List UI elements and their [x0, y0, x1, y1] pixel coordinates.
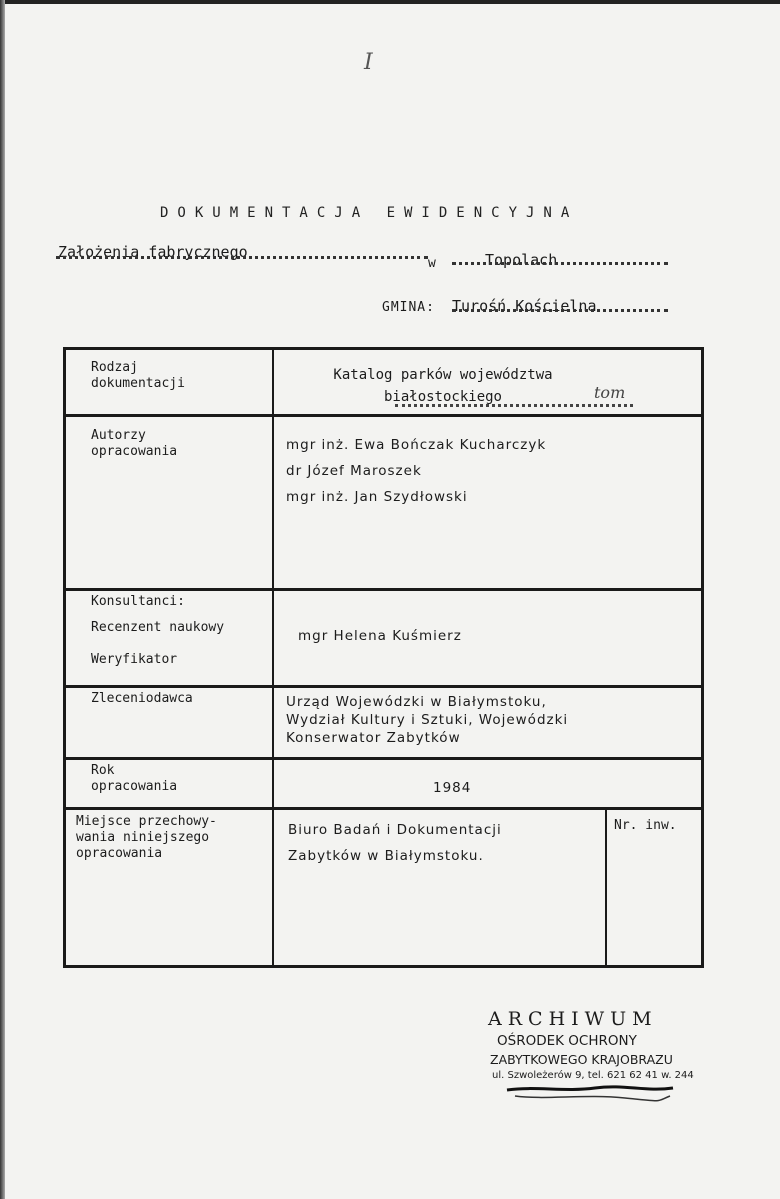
label-miejsce: Miejsce przechowy- wania niniejszego opracowania: [76, 814, 217, 861]
row-divider: [66, 414, 701, 417]
row-divider: [66, 807, 701, 810]
page-left-edge: [0, 0, 5, 1199]
stamp-line-3: ZABYTKOWEGO KRAJOBRAZU: [490, 1052, 673, 1067]
place-text: Topolach: [485, 251, 558, 269]
row-divider: [66, 588, 701, 591]
w-label: w: [428, 256, 436, 271]
place-dotted-line: [452, 262, 668, 265]
value-recenzent: mgr Helena Kuśmierz: [298, 628, 462, 644]
gmina-label: GMINA:: [382, 300, 435, 315]
stamp-address: ul. Szwoleżerów 9, tel. 621 62 41 w. 244: [492, 1070, 694, 1081]
gmina-value: Turośń Kościelna: [452, 297, 597, 315]
label-recenzent: Recenzent naukowy: [91, 620, 225, 635]
value-rok: 1984: [433, 780, 472, 796]
subject-text: Założenia fabrycznego: [58, 243, 248, 261]
label-autorzy: Autorzy opracowania: [91, 428, 178, 459]
label-nr-inw: Nr. inw.: [614, 818, 677, 833]
handwritten-tom: tom: [594, 383, 626, 402]
label-rodzaj: Rodzaj dokumentacji: [91, 360, 185, 391]
row-divider: [66, 685, 701, 688]
value-zleceniodawca: Urząd Wojewódzki w Białymstoku, Wydział Kultury i Sztuki, Wojewódzki Konserwator Zabytków: [286, 694, 569, 746]
stamp-line-2: OŚRODEK OCHRONY: [497, 1033, 637, 1049]
gmina-dotted-line: [452, 309, 668, 312]
row-divider: [66, 757, 701, 760]
roman-numeral: I: [364, 50, 373, 75]
page-top-edge: [0, 0, 780, 4]
document-title: DOKUMENTACJA EWIDENCYJNA: [160, 205, 579, 221]
label-konsultanci: Konsultanci:: [91, 594, 185, 609]
label-weryfikator: Weryfikator: [91, 652, 178, 667]
column-divider: [272, 350, 274, 965]
stamp-archiwum: ARCHIWUM: [488, 1008, 658, 1030]
handwritten-signature: [505, 1076, 675, 1106]
inv-column-divider: [605, 810, 607, 965]
label-zleceniodawca: Zleceniodawca: [91, 691, 193, 706]
value-autorzy: mgr inż. Ewa Bończak Kucharczyk dr Józef Maroszek mgr inż. Jan Szydłowski: [286, 437, 547, 505]
documentation-table: [63, 347, 704, 968]
value-miejsce: Biuro Badań i Dokumentacji Zabytków w Białymstoku.: [288, 822, 502, 864]
label-rok: Rok opracowania: [91, 763, 178, 794]
rodzaj-dotted-line: [395, 404, 633, 407]
subject-dotted-line: [56, 256, 428, 259]
value-rodzaj: Katalog parków województwa białostockiego: [333, 367, 553, 405]
